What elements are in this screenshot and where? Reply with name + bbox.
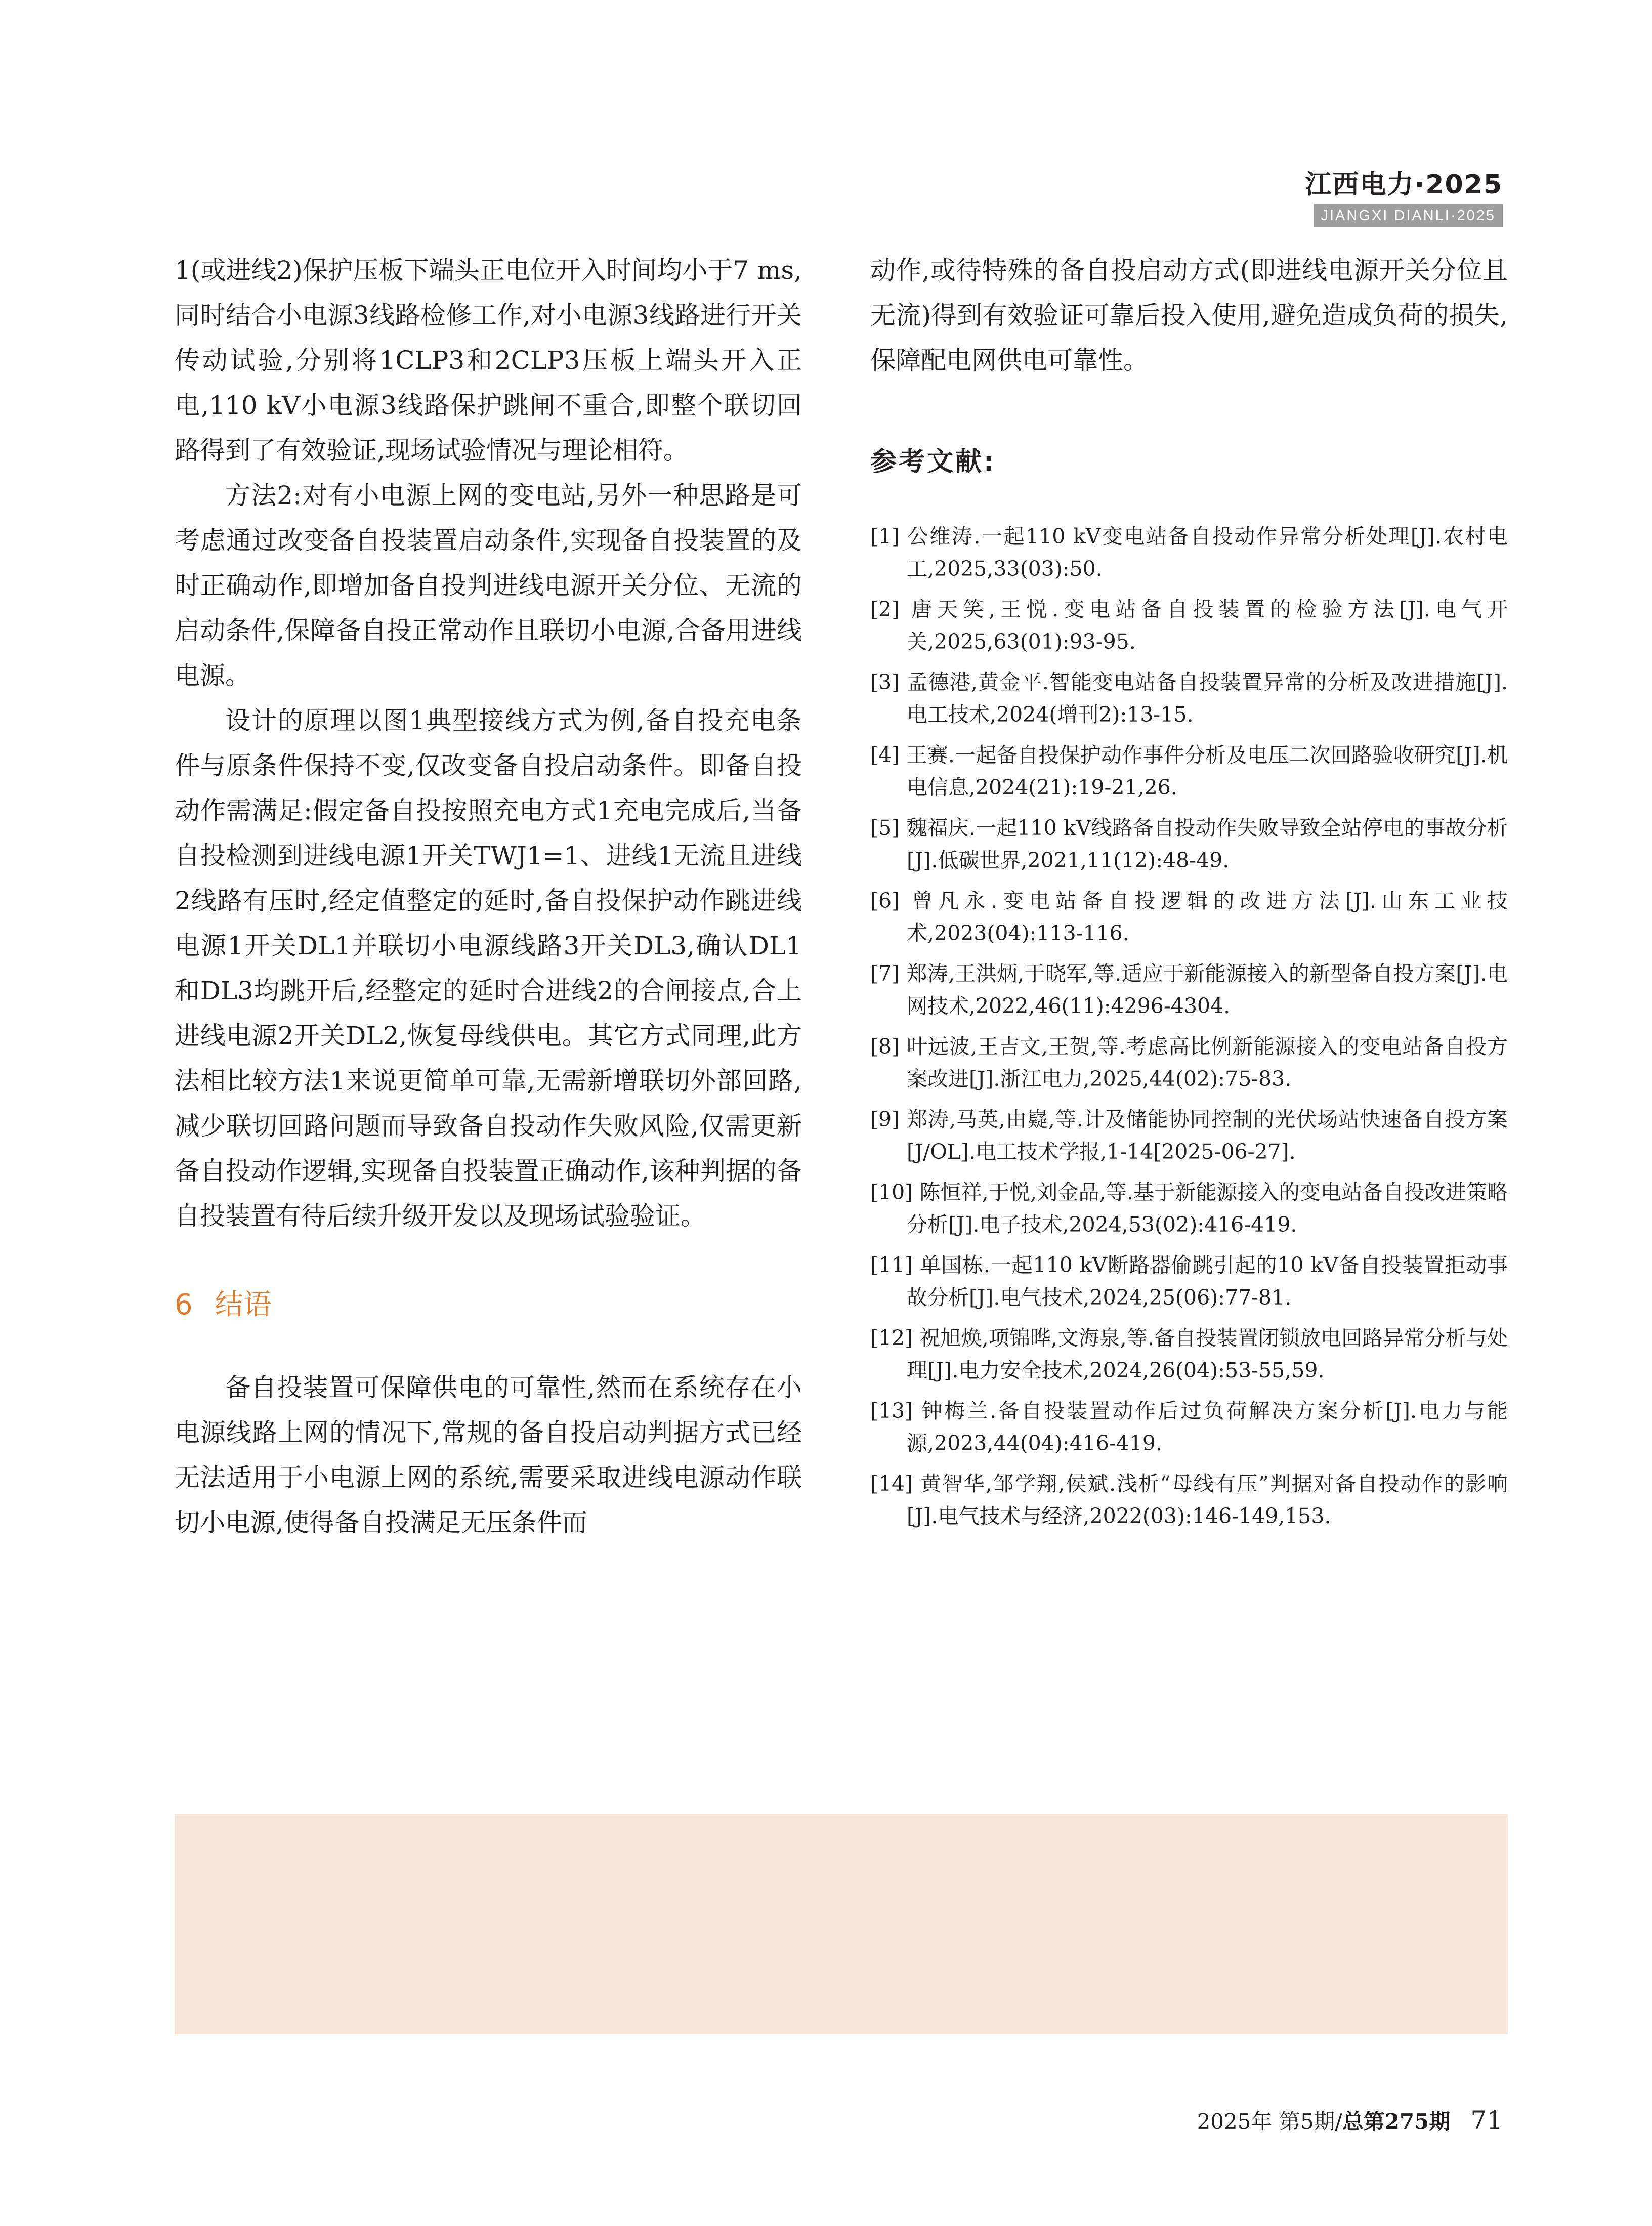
reference-item: [6] 曾凡永.变电站备自投逻辑的改进方法[J].山东工业技术,2023(04):113-116. <box>870 889 1508 945</box>
references-heading: 参考文献: <box>870 447 996 477</box>
issue-total: 总第275期 <box>1342 2109 1451 2134</box>
reference-item: [5] 魏福庆.一起110 kV线路备自投动作失败导致全站停电的事故分析[J].低碳世界,2021,11(12):48-49. <box>870 816 1508 872</box>
journal-subtitle: JIANGXI DIANLI·2025 <box>1314 204 1503 227</box>
reference-item: [13] 钟梅兰.备自投装置动作后过负荷解决方案分析[J].电力与能源,2023,44(04):416-419. <box>870 1399 1508 1455</box>
right-column <box>870 248 1508 1540</box>
body-paragraph: 方法2:对有小电源上网的变电站,另外一种思路是可考虑通过改变备自投装置启动条件,实现备自投装置的及时正确动作,即增加备自投判进线电源开关分位、无流的启动条件,保障备自投正常动作且联切小电源,合备用进线电源。 <box>175 481 802 690</box>
reference-item: [14] 黄智华,邹学翔,侯斌.浅析“母线有压”判据对备自投动作的影响[J].电气技术与经济,2022(03):146-149,153. <box>870 1472 1508 1528</box>
reference-item: [4] 王赛.一起备自投保护动作事件分析及电压二次回路验收研究[J].机电信息,2024(21):19-21,26. <box>870 743 1508 800</box>
journal-header <box>1305 167 1503 227</box>
reference-item: [10] 陈恒祥,于悦,刘金品,等.基于新能源接入的变电站备自投改进策略分析[J].电子技术,2024,53(02):416-419. <box>870 1180 1508 1237</box>
body-paragraph: 设计的原理以图1典型接线方式为例,备自投充电条件与原条件保持不变,仅改变备自投启动条件。即备自投动作需满足:假定备自投按照充电方式1充电完成后,当备自投检测到进线电源1开关TWJ1=1、进线1无流且进线2线路有压时,经定值整定的延时,备自投保护动作跳进线电源1开关DL1并联切小电源线路3开关DL3,确认DL1和DL3均跳开后,经整定的延时合进线2的合闸接点,合上进线电源2开关DL2,恢复母线供电。其它方式同理,此方法相比较方法1来说更简单可靠,无需新增联切外部回路,减少联切回路问题而导致备自投动作失败风险,仅需更新备自投动作逻辑,实现备自投装置正确动作,该种判据的备自投装置有待后续升级开发以及现场试验验证。 <box>175 706 802 1231</box>
conclusion-paragraph: 备自投装置可保障供电的可靠性,然而在系统存在小电源线路上网的情况下,常规的备自投启动判据方式已经无法适用于小电源上网的系统,需要采取进线电源动作联切小电源,使得备自投满足无压条件而 <box>175 1373 802 1537</box>
section-heading <box>175 1287 802 1323</box>
reference-item: [7] 郑涛,王洪炳,于晓军,等.适应于新能源接入的新型备自投方案[J].电网技术,2022,46(11):4296-4304. <box>870 961 1508 1018</box>
continuation-paragraph: 动作,或待特殊的备自投启动方式(即进线电源开关分位且无流)得到有效验证可靠后投入使用,避免造成负荷的损失,保障配电网供电可靠性。 <box>870 256 1508 375</box>
section-title: 结语 <box>215 1288 272 1321</box>
reference-item: [2] 唐天笑,王悦.变电站备自投装置的检验方法[J].电气开关,2025,63(01):93-95. <box>870 597 1508 654</box>
page-number: 71 <box>1470 2106 1503 2135</box>
body-paragraph: 1(或进线2)保护压板下端头正电位开入时间均小于7 ms,同时结合小电源3线路检修工作,对小电源3线路进行开关传动试验,分别将1CLP3和2CLP3压板上端头开入正电,110 kV小电源3线路保护跳闸不重合,即整个联切回路得到了有效验证,现场试验情况与理论相符。 <box>175 256 802 465</box>
left-column <box>175 248 802 1545</box>
reference-item: [9] 郑涛,马英,由嶷,等.计及储能协同控制的光伏场站快速备自投方案[J/OL].电工技术学报,1-14[2025-06-27]. <box>870 1107 1508 1164</box>
reference-list <box>870 520 1508 1532</box>
reference-item: [12] 祝旭焕,项锦晔,文海泉,等.备自投装置闭锁放电回路异常分析与处理[J].电力安全技术,2024,26(04):53-55,59. <box>870 1326 1508 1382</box>
reference-item: [3] 孟德港,黄金平.智能变电站备自投装置异常的分析及改进措施[J].电工技术,2024(增刊2):13-15. <box>870 670 1508 727</box>
issue-prefix: 2025年 第5期/ <box>1197 2109 1342 2134</box>
journal-title: 江西电力·2025 <box>1305 170 1503 200</box>
reference-item: [1] 公维涛.一起110 kV变电站备自投动作异常分析处理[J].农村电工,2025,33(03):50. <box>870 524 1508 581</box>
advertisement-placeholder <box>175 1814 1508 2034</box>
section-number: 6 <box>175 1288 193 1321</box>
reference-item: [8] 叶远波,王吉文,王贺,等.考虑高比例新能源接入的变电站备自投方案改进[J].浙江电力,2025,44(02):75-83. <box>870 1034 1508 1091</box>
reference-item: [11] 单国栋.一起110 kV断路器偷跳引起的10 kV备自投装置拒动事故分析[J].电气技术,2024,25(06):77-81. <box>870 1253 1508 1310</box>
page-footer <box>1197 2105 1503 2137</box>
